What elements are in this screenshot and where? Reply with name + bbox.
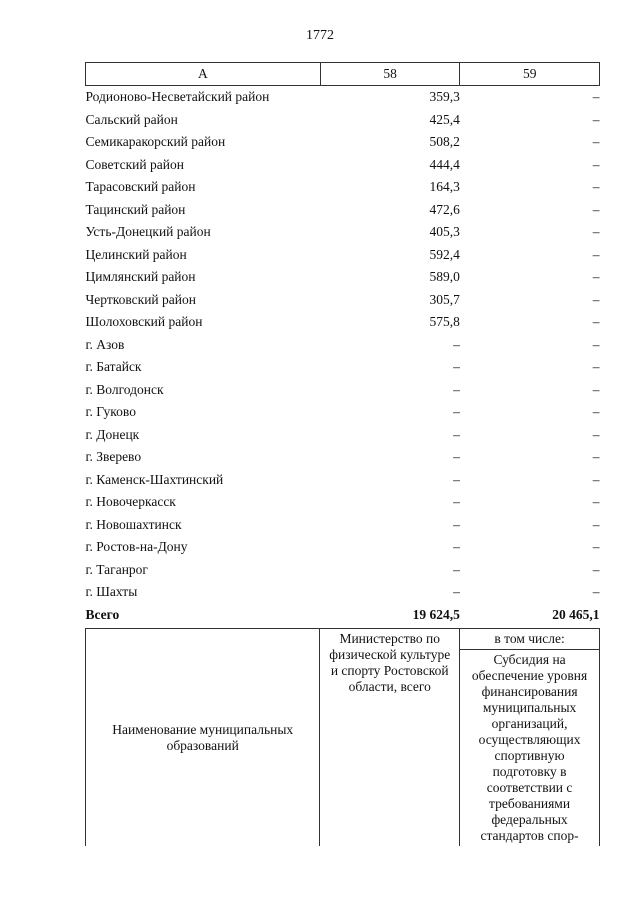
table-row bbox=[86, 401, 600, 424]
table-row bbox=[86, 356, 600, 379]
table-row bbox=[86, 311, 600, 334]
row-value-59: – bbox=[592, 224, 600, 240]
row-name: Целинский район bbox=[85, 246, 187, 262]
header-col-a: А bbox=[86, 63, 321, 86]
row-value-59: – bbox=[592, 381, 600, 397]
row-value-59: – bbox=[592, 561, 600, 577]
row-value-58: – bbox=[453, 359, 460, 375]
table-row bbox=[86, 154, 600, 177]
row-value-58: 592,4 bbox=[429, 246, 460, 262]
row-value-59: – bbox=[592, 426, 600, 442]
row-value-58: – bbox=[453, 539, 460, 555]
table-row bbox=[86, 109, 600, 132]
row-name: г. Ростов-на-Дону bbox=[85, 539, 188, 555]
table-row bbox=[86, 581, 600, 604]
table-row bbox=[86, 266, 600, 289]
row-value-58: – bbox=[453, 404, 460, 420]
row-name: Сальский район bbox=[85, 111, 178, 127]
row-name: Тарасовский район bbox=[85, 179, 196, 195]
header-col-59: 59 bbox=[460, 63, 600, 86]
header-col-58: 58 bbox=[320, 63, 460, 86]
header-subsidy: Субсидия на обеспечение уровня финансирования муниципальных организаций, осуществляющих спортивную подготовку в соответствии с требованиями федеральных стандартов спор- bbox=[460, 650, 600, 847]
row-value-59: – bbox=[592, 201, 600, 217]
row-value-59: – bbox=[592, 89, 600, 105]
total-value-59: 20 465,1 bbox=[552, 606, 600, 622]
row-value-58: 508,2 bbox=[429, 134, 460, 150]
table-row bbox=[86, 446, 600, 469]
row-name: Шолоховский район bbox=[85, 314, 203, 330]
total-row bbox=[86, 604, 600, 627]
table-header-row bbox=[86, 63, 600, 86]
continuation-header-table bbox=[85, 628, 600, 846]
budget-table bbox=[85, 62, 600, 626]
row-value-58: – bbox=[453, 449, 460, 465]
page-number: 1772 bbox=[306, 28, 334, 43]
table-row bbox=[86, 244, 600, 267]
row-name: Цимлянский район bbox=[85, 269, 196, 285]
row-name: г. Каменск-Шахтинский bbox=[85, 471, 224, 487]
table-row bbox=[86, 289, 600, 312]
header-including: в том числе: bbox=[460, 629, 600, 650]
row-value-59: – bbox=[592, 516, 600, 532]
table-row bbox=[86, 221, 600, 244]
row-name: г. Новочеркасск bbox=[85, 494, 176, 510]
row-value-58: 575,8 bbox=[429, 314, 460, 330]
row-name: г. Таганрог bbox=[85, 561, 148, 577]
row-value-59: – bbox=[592, 314, 600, 330]
table-row bbox=[86, 379, 600, 402]
row-value-58: 164,3 bbox=[429, 179, 460, 195]
row-value-58: – bbox=[453, 494, 460, 510]
table-row bbox=[86, 536, 600, 559]
row-value-59: – bbox=[592, 269, 600, 285]
total-label: Всего bbox=[85, 606, 120, 622]
row-value-59: – bbox=[592, 404, 600, 420]
row-name: г. Зверево bbox=[85, 449, 142, 465]
table-row bbox=[86, 131, 600, 154]
row-value-59: – bbox=[592, 336, 600, 352]
table-row bbox=[86, 199, 600, 222]
table-row bbox=[86, 334, 600, 357]
table-row bbox=[86, 86, 600, 109]
row-name: Чертковский район bbox=[85, 291, 196, 307]
total-value-58: 19 624,5 bbox=[412, 606, 460, 622]
row-value-58: 425,4 bbox=[429, 111, 460, 127]
row-value-58: – bbox=[453, 584, 460, 600]
row-name: Усть-Донецкий район bbox=[85, 224, 211, 240]
row-value-59: – bbox=[592, 179, 600, 195]
row-value-58: 305,7 bbox=[429, 291, 460, 307]
row-value-58: – bbox=[453, 426, 460, 442]
table-row bbox=[86, 514, 600, 537]
header-ministry-total: Министерство по физической культуре и спорту Ростовской области, всего bbox=[320, 629, 460, 847]
row-value-58: – bbox=[453, 516, 460, 532]
row-name: г. Батайск bbox=[85, 359, 142, 375]
row-value-58: 472,6 bbox=[429, 201, 460, 217]
row-value-59: – bbox=[592, 359, 600, 375]
row-value-59: – bbox=[592, 111, 600, 127]
row-value-58: 359,3 bbox=[429, 89, 460, 105]
row-value-59: – bbox=[592, 291, 600, 307]
row-name: г. Донецк bbox=[85, 426, 140, 442]
table-row bbox=[86, 424, 600, 447]
row-value-59: – bbox=[592, 246, 600, 262]
row-value-58: – bbox=[453, 381, 460, 397]
row-value-59: – bbox=[592, 539, 600, 555]
row-value-59: – bbox=[592, 494, 600, 510]
row-value-59: – bbox=[592, 156, 600, 172]
table-row bbox=[86, 491, 600, 514]
row-name: г. Азов bbox=[85, 336, 125, 352]
row-value-58: 405,3 bbox=[429, 224, 460, 240]
row-value-58: – bbox=[453, 336, 460, 352]
row-name: г. Волгодонск bbox=[85, 381, 164, 397]
row-value-59: – bbox=[592, 584, 600, 600]
row-value-59: – bbox=[592, 449, 600, 465]
row-name: Семикаракорский район bbox=[85, 134, 226, 150]
row-value-58: 589,0 bbox=[429, 269, 460, 285]
table-row bbox=[86, 469, 600, 492]
row-value-59: – bbox=[592, 134, 600, 150]
row-name: г. Новошахтинск bbox=[85, 516, 182, 532]
row-value-59: – bbox=[592, 471, 600, 487]
table-row bbox=[86, 176, 600, 199]
row-value-58: – bbox=[453, 561, 460, 577]
row-name: г. Шахты bbox=[85, 584, 138, 600]
row-name: Тацинский район bbox=[85, 201, 186, 217]
row-value-58: 444,4 bbox=[429, 156, 460, 172]
row-name: Родионово-Несветайский район bbox=[85, 89, 270, 105]
row-name: г. Гуково bbox=[85, 404, 136, 420]
header-municipality-name: Наименование муниципальных образований bbox=[86, 629, 320, 847]
row-value-58: – bbox=[453, 471, 460, 487]
row-name: Советский район bbox=[85, 156, 184, 172]
table-row bbox=[86, 559, 600, 582]
